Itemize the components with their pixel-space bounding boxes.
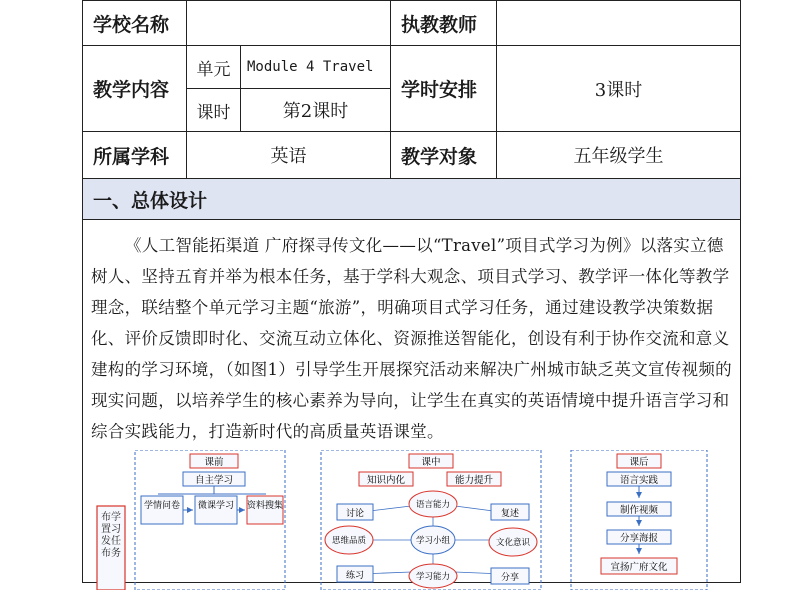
node-learning-label: 学习能力 [415,572,451,582]
during-sub1: 知识内化 [366,475,406,486]
node-culture-label: 文化意识 [495,538,531,548]
after-sub: 语言实践 [619,475,659,486]
unit-label: 单元 [187,46,241,89]
lesson-value: 第2课时 [241,89,391,132]
design-paragraph: 《人工智能拓渠道 广府探寻传文化——以“Travel”项目式学习为例》以落实立德树人、坚持五育并举为根本任务，基于学科大观念、项目式学习、教学评一体化等教学理念，联结整个单元学习主题“旅游”，明确项目式学习任务，通过建设教学决策数据化、评价反馈即时化、交流互动立体化、资源推送智能化，创设有利于协作交流和意义建构的学习环境，（如图1）引导学生开展探究活动来解决广州城市缺乏英文宣传视频的现实问题，以培养学生的核心素养为导向，让学生在真实的英语情境中提升语言学习和综合实践能力，打造新时代的高质量英语课堂。 [91,236,732,441]
section-title: 一、总体设计 [83,179,741,220]
target-label: 教学对象 [391,132,497,179]
during-sub2: 能力提升 [454,475,494,486]
lesson-label: 课时 [187,89,241,132]
node-discuss-label: 讨论 [345,509,365,519]
after-step-3-label: 宣扬广府文化 [610,562,668,573]
school-value [187,1,391,46]
node-practice-label: 练习 [345,571,365,581]
during-title: 课中 [421,457,441,468]
unit-value: Module 4 Travel [241,46,391,89]
before-step-2-label: 微课学习 [197,501,235,511]
lesson-info-table [82,0,741,583]
teacher-label: 执教教师 [391,1,497,46]
before-sub: 自主学习 [194,475,234,486]
subject-label: 所属学科 [83,132,187,179]
after-step-1-label: 制作视频 [619,505,659,516]
side-label: 布置发布学习任务 [101,512,121,559]
target-value: 五年级学生 [497,132,741,179]
before-step-1-label: 学情问卷 [143,501,181,511]
node-retell-label: 复述 [500,509,520,519]
figure-1-diagram [83,450,739,590]
subject-value: 英语 [187,132,391,179]
hours-label: 学时安排 [391,46,497,132]
hours-value: 3课时 [497,46,741,132]
after-title: 课后 [629,457,649,468]
before-step-3-label: 资料搜集 [246,501,284,511]
teacher-value [497,1,741,46]
before-title: 课前 [204,457,224,468]
node-group-label: 学习小组 [415,536,451,546]
after-step-2-label: 分享海报 [619,533,659,544]
content-label: 教学内容 [83,46,187,132]
node-language-label: 语言能力 [415,500,451,510]
school-label: 学校名称 [83,1,187,46]
node-thinking-label: 思维品质 [331,536,367,546]
section-body [83,220,741,583]
node-share-label: 分享 [500,573,520,583]
